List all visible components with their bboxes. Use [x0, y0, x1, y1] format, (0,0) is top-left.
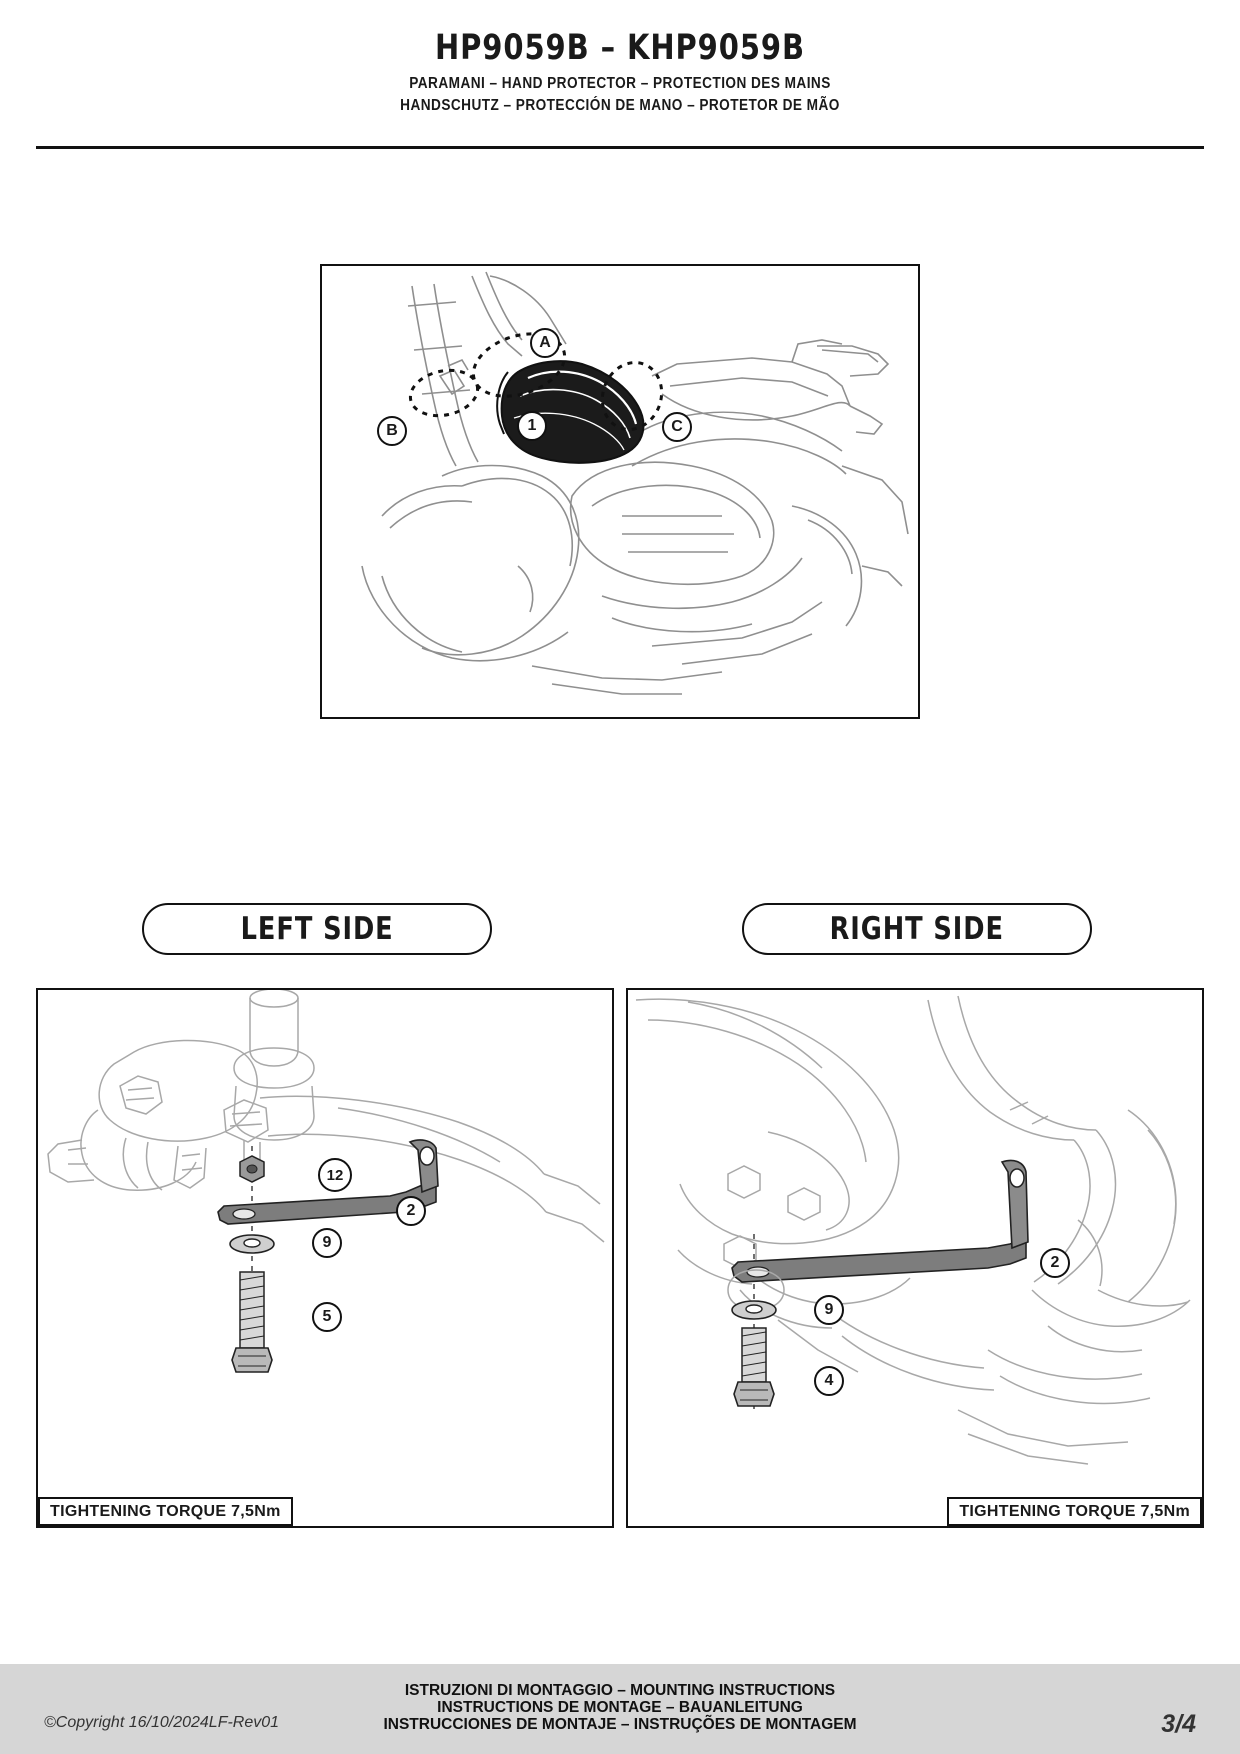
right-side-label [742, 903, 1092, 955]
document-footer [0, 1664, 1240, 1754]
nut-part-12 [240, 1156, 264, 1182]
highlight-ellipse-b [406, 364, 482, 421]
callout-a: A [530, 328, 560, 358]
right-side-label-text: RIGHT SIDE [829, 911, 1005, 947]
top-figure-overview [320, 264, 920, 719]
footer-line-3: INSTRUCCIONES DE MONTAJE – INSTRUÇÕES DE MONTAGEM [383, 1716, 857, 1733]
callout-left-5: 5 [312, 1302, 342, 1332]
screw-part-4 [734, 1328, 774, 1406]
copyright-text: ©Copyright 16/10/2024LF-Rev01 [44, 1714, 280, 1731]
footer-line-2: INSTRUCTIONS DE MONTAGE – BAUANLEITUNG [437, 1699, 803, 1716]
bracket-part-2-right [732, 1160, 1028, 1282]
callout-right-2: 2 [1040, 1248, 1070, 1278]
washer-part-9 [230, 1235, 274, 1253]
callout-right-4: 4 [814, 1366, 844, 1396]
header-divider [36, 146, 1204, 149]
left-side-figure [36, 988, 614, 1528]
footer-line-1: ISTRUZIONI DI MONTAGGIO – MOUNTING INSTRUCTIONS [404, 1682, 836, 1699]
footer-instructions [0, 1682, 1240, 1733]
screw-part-5 [232, 1272, 272, 1372]
callout-right-9: 9 [814, 1295, 844, 1325]
callout-left-9: 9 [312, 1228, 342, 1258]
callout-c: C [662, 412, 692, 442]
left-side-label [142, 903, 492, 955]
callout-left-2: 2 [396, 1196, 426, 1226]
subtitle-line-2: HANDSCHUTZ – PROTECCIÓN DE MANO – PROTETOR DE MÃO [400, 97, 840, 114]
page-title: HP9059B – KHP9059B [434, 28, 805, 68]
right-mount-illustration [628, 990, 1202, 1526]
handguard-part [497, 361, 643, 463]
callout-1: 1 [517, 411, 547, 441]
page-number: 3/4 [1161, 1710, 1196, 1738]
left-side-label-text: LEFT SIDE [240, 911, 394, 947]
washer-part-9-right [732, 1301, 776, 1319]
subtitle-line-1: PARAMANI – HAND PROTECTOR – PROTECTION DES MAINS [409, 75, 831, 92]
document-header [0, 28, 1240, 115]
right-side-figure [626, 988, 1204, 1528]
callout-left-12: 12 [318, 1158, 352, 1192]
left-torque-note: TIGHTENING TORQUE 7,5Nm [38, 1497, 293, 1526]
motorcycle-overview-illustration [322, 266, 918, 717]
callout-b: B [377, 416, 407, 446]
right-torque-note: TIGHTENING TORQUE 7,5Nm [947, 1497, 1202, 1526]
left-mount-illustration [38, 990, 612, 1526]
